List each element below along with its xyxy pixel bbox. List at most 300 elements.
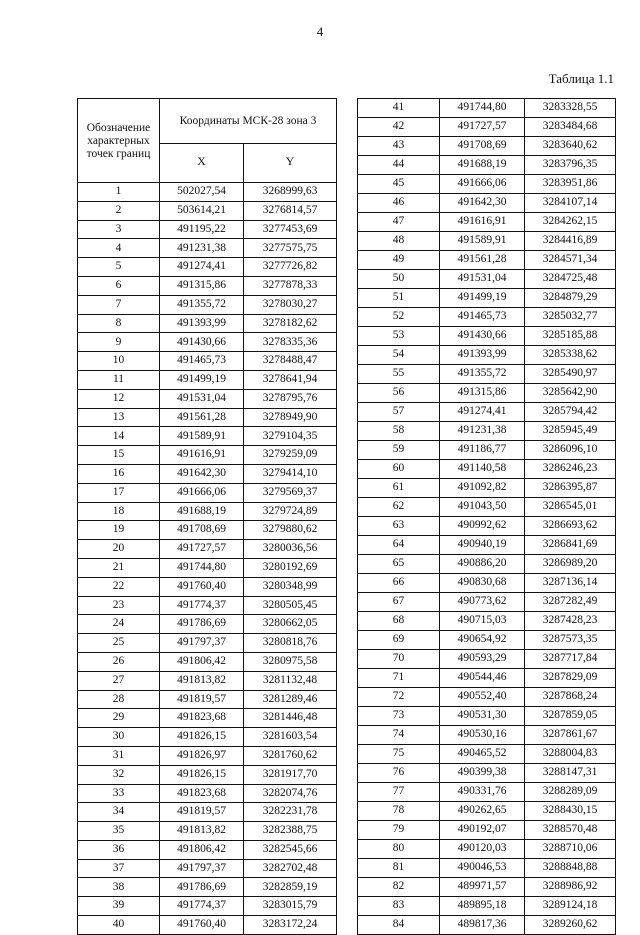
table-row	[358, 422, 616, 441]
point-number-cell: 47	[358, 213, 440, 232]
point-number-cell: 19	[78, 521, 160, 540]
point-number-cell: 10	[78, 352, 160, 371]
x-coordinate-cell: 491786,69	[160, 615, 244, 634]
x-coordinate-cell: 503614,21	[160, 201, 244, 220]
table-row	[78, 464, 337, 483]
y-coordinate-cell: 3278949,90	[244, 408, 337, 427]
x-coordinate-cell: 491666,06	[440, 175, 525, 194]
point-number-cell: 6	[78, 276, 160, 295]
y-coordinate-cell: 3283484,68	[525, 118, 616, 137]
y-coordinate-cell: 3287573,35	[525, 631, 616, 650]
point-number-cell: 57	[358, 403, 440, 422]
x-coordinate-cell: 490654,92	[440, 631, 525, 650]
point-number-cell: 61	[358, 479, 440, 498]
point-number-cell: 64	[358, 536, 440, 555]
point-number-cell: 77	[358, 783, 440, 802]
point-number-cell: 71	[358, 669, 440, 688]
point-number-cell: 58	[358, 422, 440, 441]
y-coordinate-cell: 3286545,01	[525, 498, 616, 517]
x-coordinate-cell: 491774,37	[160, 596, 244, 615]
x-coordinate-cell: 491826,15	[160, 728, 244, 747]
y-coordinate-cell: 3268999,63	[244, 183, 337, 202]
point-number-cell: 3	[78, 220, 160, 239]
x-coordinate-cell: 491561,28	[440, 251, 525, 270]
table-row	[358, 536, 616, 555]
table-row	[358, 365, 616, 384]
coordinates-table-left	[77, 98, 337, 935]
y-coordinate-cell: 3277878,33	[244, 276, 337, 295]
table-row	[358, 175, 616, 194]
x-coordinate-cell: 491666,06	[160, 483, 244, 502]
point-number-cell: 27	[78, 671, 160, 690]
point-number-cell: 17	[78, 483, 160, 502]
table-row	[358, 916, 616, 935]
table-row	[78, 352, 337, 371]
table-row	[358, 403, 616, 422]
y-coordinate-cell: 3283172,24	[244, 916, 337, 935]
coordinates-table-right	[357, 98, 616, 935]
y-coordinate-cell: 3278488,47	[244, 352, 337, 371]
table-row	[358, 460, 616, 479]
point-number-cell: 68	[358, 612, 440, 631]
table-row	[78, 577, 337, 596]
y-coordinate-cell: 3288570,48	[525, 821, 616, 840]
point-number-cell: 81	[358, 859, 440, 878]
table-row	[78, 502, 337, 521]
point-number-cell: 63	[358, 517, 440, 536]
point-number-cell: 44	[358, 156, 440, 175]
y-coordinate-cell: 3281446,48	[244, 709, 337, 728]
table-row	[358, 498, 616, 517]
x-coordinate-cell: 491140,58	[440, 460, 525, 479]
y-coordinate-cell: 3278182,62	[244, 314, 337, 333]
y-coordinate-cell: 3288848,88	[525, 859, 616, 878]
table-row	[78, 765, 337, 784]
table-row	[358, 137, 616, 156]
table-row	[358, 441, 616, 460]
x-coordinate-cell: 491813,82	[160, 822, 244, 841]
coordinates-header: Координаты МСК-28 зона 3	[160, 99, 337, 144]
table-row	[358, 612, 616, 631]
x-coordinate-cell: 491531,04	[440, 270, 525, 289]
table-row	[78, 615, 337, 634]
table-row	[78, 201, 337, 220]
x-coordinate-cell: 491786,69	[160, 878, 244, 897]
y-coordinate-cell: 3277453,69	[244, 220, 337, 239]
x-coordinate-cell: 491797,37	[160, 634, 244, 653]
y-coordinate-cell: 3286246,23	[525, 460, 616, 479]
y-coordinate-cell: 3281289,46	[244, 690, 337, 709]
y-coordinate-cell: 3286989,20	[525, 555, 616, 574]
point-number-cell: 18	[78, 502, 160, 521]
table-row	[78, 220, 337, 239]
x-coordinate-cell: 490331,76	[440, 783, 525, 802]
point-number-cell: 69	[358, 631, 440, 650]
table-row	[358, 384, 616, 403]
y-coordinate-cell: 3280662,05	[244, 615, 337, 634]
x-coordinate-cell: 491744,80	[440, 99, 525, 118]
point-number-cell: 54	[358, 346, 440, 365]
x-coordinate-cell: 491806,42	[160, 652, 244, 671]
x-coordinate-cell: 491589,91	[440, 232, 525, 251]
y-coordinate-cell: 3287868,24	[525, 688, 616, 707]
y-coordinate-cell: 3282388,75	[244, 822, 337, 841]
x-coordinate-cell: 491760,40	[160, 577, 244, 596]
table-row	[358, 251, 616, 270]
y-coordinate-cell: 3278335,36	[244, 333, 337, 352]
y-coordinate-cell: 3279880,62	[244, 521, 337, 540]
y-coordinate-cell: 3279569,37	[244, 483, 337, 502]
table-row	[358, 194, 616, 213]
y-coordinate-cell: 3287829,09	[525, 669, 616, 688]
table-row	[358, 726, 616, 745]
x-coordinate-cell: 491727,57	[160, 540, 244, 559]
x-coordinate-cell: 491642,30	[160, 464, 244, 483]
y-coordinate-cell: 3280505,45	[244, 596, 337, 615]
table-row	[78, 446, 337, 465]
y-coordinate-cell: 3282545,66	[244, 840, 337, 859]
x-coordinate-cell: 491774,37	[160, 897, 244, 916]
table-row	[358, 840, 616, 859]
table-row	[358, 99, 616, 118]
x-coordinate-cell: 491465,73	[160, 352, 244, 371]
point-number-cell: 31	[78, 746, 160, 765]
point-number-cell: 66	[358, 574, 440, 593]
x-coordinate-cell: 491813,82	[160, 671, 244, 690]
point-number-cell: 25	[78, 634, 160, 653]
point-number-cell: 29	[78, 709, 160, 728]
table-row	[78, 652, 337, 671]
y-coordinate-cell: 3287428,23	[525, 612, 616, 631]
table-row	[78, 258, 337, 277]
table-row	[78, 427, 337, 446]
x-coordinate-cell: 491616,91	[440, 213, 525, 232]
x-coordinate-cell: 491231,38	[440, 422, 525, 441]
point-number-cell: 75	[358, 745, 440, 764]
y-coordinate-cell: 3285642,90	[525, 384, 616, 403]
point-number-cell: 70	[358, 650, 440, 669]
y-coordinate-cell: 3279724,89	[244, 502, 337, 521]
point-number-cell: 50	[358, 270, 440, 289]
point-number-cell: 28	[78, 690, 160, 709]
y-coordinate-cell: 3288004,83	[525, 745, 616, 764]
table-row	[358, 802, 616, 821]
point-number-cell: 78	[358, 802, 440, 821]
table-row	[358, 821, 616, 840]
y-coordinate-cell: 3286395,87	[525, 479, 616, 498]
point-number-cell: 1	[78, 183, 160, 202]
y-coordinate-cell: 3281917,70	[244, 765, 337, 784]
point-number-cell: 48	[358, 232, 440, 251]
table-row	[358, 289, 616, 308]
y-coordinate-cell: 3283796,35	[525, 156, 616, 175]
x-coordinate-cell: 490830,68	[440, 574, 525, 593]
x-coordinate-cell: 491195,22	[160, 220, 244, 239]
y-coordinate-cell: 3278641,94	[244, 370, 337, 389]
point-number-cell: 11	[78, 370, 160, 389]
point-number-cell: 76	[358, 764, 440, 783]
point-number-cell: 67	[358, 593, 440, 612]
y-header: Y	[244, 144, 337, 183]
table-row	[78, 540, 337, 559]
x-coordinate-cell: 491826,97	[160, 746, 244, 765]
x-coordinate-cell: 491589,91	[160, 427, 244, 446]
y-coordinate-cell: 3284416,89	[525, 232, 616, 251]
x-coordinate-cell: 490992,62	[440, 517, 525, 536]
table-row	[78, 784, 337, 803]
table-row	[78, 671, 337, 690]
table-row	[358, 270, 616, 289]
x-coordinate-cell: 490046,53	[440, 859, 525, 878]
x-coordinate-cell: 490773,62	[440, 593, 525, 612]
x-coordinate-cell: 489895,18	[440, 897, 525, 916]
x-coordinate-cell: 489971,57	[440, 878, 525, 897]
x-coordinate-cell: 490192,07	[440, 821, 525, 840]
table-row	[78, 295, 337, 314]
y-coordinate-cell: 3283015,79	[244, 897, 337, 916]
table-row	[358, 118, 616, 137]
point-number-cell: 12	[78, 389, 160, 408]
y-coordinate-cell: 3286693,62	[525, 517, 616, 536]
x-coordinate-cell: 491688,19	[440, 156, 525, 175]
point-number-cell: 74	[358, 726, 440, 745]
y-coordinate-cell: 3284107,14	[525, 194, 616, 213]
x-coordinate-cell: 491355,72	[440, 365, 525, 384]
y-coordinate-cell: 3287717,84	[525, 650, 616, 669]
y-coordinate-cell: 3281603,54	[244, 728, 337, 747]
point-number-cell: 52	[358, 308, 440, 327]
point-number-cell: 21	[78, 558, 160, 577]
point-number-cell: 5	[78, 258, 160, 277]
y-coordinate-cell: 3286841,69	[525, 536, 616, 555]
x-coordinate-cell: 490262,65	[440, 802, 525, 821]
table-row	[358, 213, 616, 232]
x-coordinate-cell: 490530,16	[440, 726, 525, 745]
y-coordinate-cell: 3284262,15	[525, 213, 616, 232]
table-row	[78, 709, 337, 728]
y-coordinate-cell: 3280036,56	[244, 540, 337, 559]
table-row	[358, 555, 616, 574]
table-row	[78, 333, 337, 352]
x-coordinate-cell: 491688,19	[160, 502, 244, 521]
x-coordinate-cell: 491393,99	[440, 346, 525, 365]
table-row	[358, 346, 616, 365]
y-coordinate-cell: 3285945,49	[525, 422, 616, 441]
x-coordinate-cell: 491315,86	[440, 384, 525, 403]
table-title: Таблица 1.1	[548, 71, 614, 86]
y-coordinate-cell: 3289260,62	[525, 916, 616, 935]
x-coordinate-cell: 491823,68	[160, 709, 244, 728]
table-row	[358, 631, 616, 650]
table-row	[358, 688, 616, 707]
x-coordinate-cell: 490886,20	[440, 555, 525, 574]
x-coordinate-cell: 490531,30	[440, 707, 525, 726]
table-row	[78, 634, 337, 653]
point-number-cell: 79	[358, 821, 440, 840]
y-coordinate-cell: 3282074,76	[244, 784, 337, 803]
point-number-cell: 16	[78, 464, 160, 483]
y-coordinate-cell: 3279104,35	[244, 427, 337, 446]
x-coordinate-cell: 491092,82	[440, 479, 525, 498]
point-number-cell: 43	[358, 137, 440, 156]
table-row	[78, 690, 337, 709]
table-row	[358, 593, 616, 612]
table-row	[358, 308, 616, 327]
designation-header: Обозначение характерных точек границ	[78, 99, 160, 183]
y-coordinate-cell: 3282702,48	[244, 859, 337, 878]
table-row	[358, 669, 616, 688]
x-coordinate-cell: 491393,99	[160, 314, 244, 333]
x-coordinate-cell: 491823,68	[160, 784, 244, 803]
y-coordinate-cell: 3288289,09	[525, 783, 616, 802]
y-coordinate-cell: 3279414,10	[244, 464, 337, 483]
x-coordinate-cell: 489817,36	[440, 916, 525, 935]
y-coordinate-cell: 3276814,57	[244, 201, 337, 220]
point-number-cell: 42	[358, 118, 440, 137]
point-number-cell: 59	[358, 441, 440, 460]
y-coordinate-cell: 3284879,29	[525, 289, 616, 308]
y-coordinate-cell: 3287861,67	[525, 726, 616, 745]
x-coordinate-cell: 491744,80	[160, 558, 244, 577]
point-number-cell: 80	[358, 840, 440, 859]
y-coordinate-cell: 3279259,09	[244, 446, 337, 465]
x-coordinate-cell: 490715,03	[440, 612, 525, 631]
table-row	[78, 822, 337, 841]
y-coordinate-cell: 3283328,55	[525, 99, 616, 118]
x-coordinate-cell: 491819,57	[160, 690, 244, 709]
x-coordinate-cell: 491819,57	[160, 803, 244, 822]
point-number-cell: 24	[78, 615, 160, 634]
point-number-cell: 53	[358, 327, 440, 346]
x-coordinate-cell: 491430,66	[440, 327, 525, 346]
point-number-cell: 84	[358, 916, 440, 935]
x-coordinate-cell: 491531,04	[160, 389, 244, 408]
y-coordinate-cell: 3280818,76	[244, 634, 337, 653]
table-row	[358, 745, 616, 764]
x-coordinate-cell: 491616,91	[160, 446, 244, 465]
table-row	[78, 239, 337, 258]
x-coordinate-cell: 502027,54	[160, 183, 244, 202]
point-number-cell: 14	[78, 427, 160, 446]
x-coordinate-cell: 490552,40	[440, 688, 525, 707]
point-number-cell: 51	[358, 289, 440, 308]
point-number-cell: 7	[78, 295, 160, 314]
table-row	[358, 232, 616, 251]
y-coordinate-cell: 3277726,82	[244, 258, 337, 277]
table-row	[78, 370, 337, 389]
table-row	[78, 408, 337, 427]
x-coordinate-cell: 490120,03	[440, 840, 525, 859]
table-row	[78, 276, 337, 295]
y-coordinate-cell: 3282231,78	[244, 803, 337, 822]
y-coordinate-cell: 3281760,62	[244, 746, 337, 765]
point-number-cell: 40	[78, 916, 160, 935]
point-number-cell: 82	[358, 878, 440, 897]
table-row	[358, 878, 616, 897]
x-coordinate-cell: 491186,77	[440, 441, 525, 460]
point-number-cell: 55	[358, 365, 440, 384]
table-row	[78, 897, 337, 916]
y-coordinate-cell: 3280975,58	[244, 652, 337, 671]
table-row	[78, 878, 337, 897]
table-row	[78, 389, 337, 408]
y-coordinate-cell: 3283951,86	[525, 175, 616, 194]
y-coordinate-cell: 3277575,75	[244, 239, 337, 258]
point-number-cell: 46	[358, 194, 440, 213]
y-coordinate-cell: 3280348,99	[244, 577, 337, 596]
y-coordinate-cell: 3278795,76	[244, 389, 337, 408]
point-number-cell: 73	[358, 707, 440, 726]
point-number-cell: 72	[358, 688, 440, 707]
table-row	[358, 574, 616, 593]
x-coordinate-cell: 491043,50	[440, 498, 525, 517]
x-coordinate-cell: 491231,38	[160, 239, 244, 258]
x-coordinate-cell: 491355,72	[160, 295, 244, 314]
y-coordinate-cell: 3281132,48	[244, 671, 337, 690]
x-coordinate-cell: 491708,69	[160, 521, 244, 540]
point-number-cell: 45	[358, 175, 440, 194]
y-coordinate-cell: 3287859,05	[525, 707, 616, 726]
table-row	[358, 783, 616, 802]
y-coordinate-cell: 3283640,62	[525, 137, 616, 156]
point-number-cell: 56	[358, 384, 440, 403]
table-row	[78, 558, 337, 577]
x-coordinate-cell: 491826,15	[160, 765, 244, 784]
point-number-cell: 49	[358, 251, 440, 270]
x-coordinate-cell: 491806,42	[160, 840, 244, 859]
x-coordinate-cell: 491315,86	[160, 276, 244, 295]
point-number-cell: 35	[78, 822, 160, 841]
y-coordinate-cell: 3288986,92	[525, 878, 616, 897]
table-row	[358, 859, 616, 878]
y-coordinate-cell: 3288430,15	[525, 802, 616, 821]
y-coordinate-cell: 3280192,69	[244, 558, 337, 577]
point-number-cell: 62	[358, 498, 440, 517]
x-header: X	[160, 144, 244, 183]
y-coordinate-cell: 3284725,48	[525, 270, 616, 289]
table-row	[358, 650, 616, 669]
point-number-cell: 23	[78, 596, 160, 615]
point-number-cell: 65	[358, 555, 440, 574]
y-coordinate-cell: 3285794,42	[525, 403, 616, 422]
y-coordinate-cell: 3285338,62	[525, 346, 616, 365]
table-row	[358, 707, 616, 726]
y-coordinate-cell: 3278030,27	[244, 295, 337, 314]
point-number-cell: 39	[78, 897, 160, 916]
table-row	[78, 746, 337, 765]
point-number-cell: 33	[78, 784, 160, 803]
point-number-cell: 38	[78, 878, 160, 897]
point-number-cell: 37	[78, 859, 160, 878]
table-row	[78, 803, 337, 822]
point-number-cell: 22	[78, 577, 160, 596]
point-number-cell: 26	[78, 652, 160, 671]
table-row	[358, 897, 616, 916]
x-coordinate-cell: 491465,73	[440, 308, 525, 327]
y-coordinate-cell: 3289124,18	[525, 897, 616, 916]
table-row	[78, 596, 337, 615]
table-row	[358, 156, 616, 175]
point-number-cell: 8	[78, 314, 160, 333]
table-row	[78, 728, 337, 747]
point-number-cell: 60	[358, 460, 440, 479]
x-coordinate-cell: 491274,41	[440, 403, 525, 422]
x-coordinate-cell: 491499,19	[440, 289, 525, 308]
point-number-cell: 34	[78, 803, 160, 822]
y-coordinate-cell: 3282859,19	[244, 878, 337, 897]
point-number-cell: 30	[78, 728, 160, 747]
x-coordinate-cell: 491727,57	[440, 118, 525, 137]
